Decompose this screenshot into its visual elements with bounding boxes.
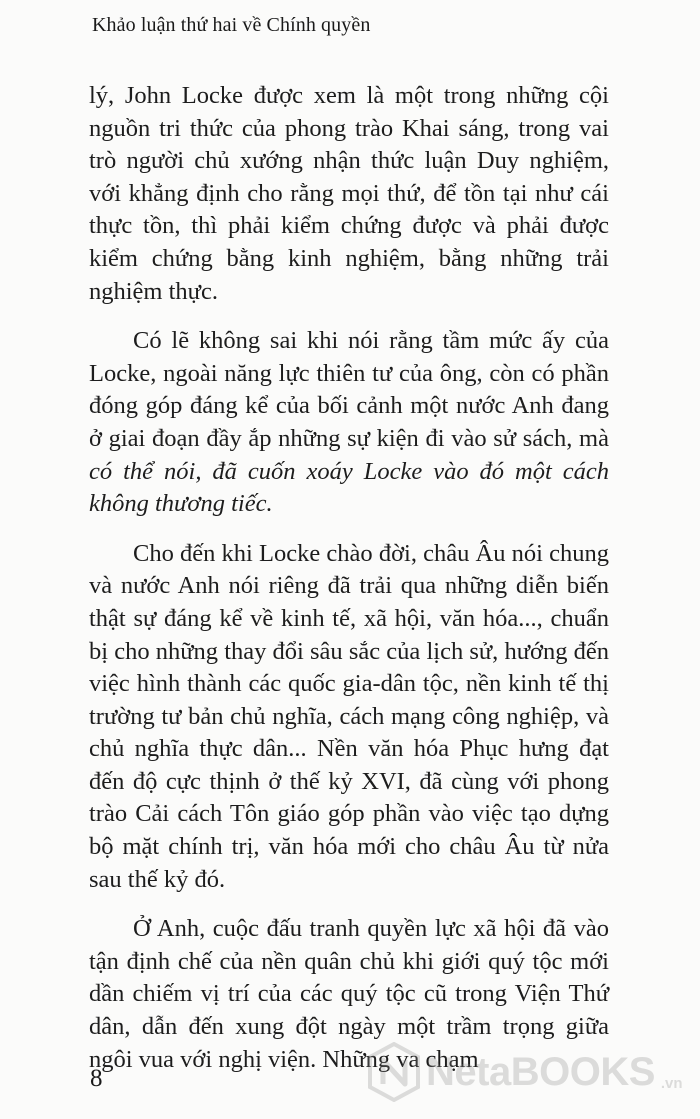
netabooks-watermark <box>368 1042 683 1102</box>
paragraph-2-italic: có thể nói, đã cuốn xoáy Locke vào đó một cách không thương tiếc. <box>89 457 609 518</box>
watermark-brand: NetaBOOKS <box>426 1049 655 1094</box>
body-text <box>89 80 609 1076</box>
paragraph-4: Ở Anh, cuộc đấu tranh quyền lực xã hội đã vào tận định chế của nền quân chủ khi giới quý tộc mới dần chiếm vị trí của các quý tộc cũ trong Viện Thứ dân, dẫn đến xung đột ngày một trầm trọng giữa ngôi vua với nghị viện. Những va chạm <box>89 915 609 1073</box>
paragraph-3: Cho đến khi Locke chào đời, châu Âu nói chung và nước Anh nói riêng đã trải qua những diễn biến thật sự đáng kể về kinh tế, xã hội, văn hóa..., chuẩn bị cho những thay đổi sâu sắc của lịch sử, hướng đến việc hình thành các quốc gia-dân tộc, nền kinh tế thị trường tư bản chủ nghĩa, cách mạng công nghiệp, và chủ nghĩa thực dân... Nền văn hóa Phục hưng đạt đến độ cực thịnh ở thế kỷ XVI, đã cùng với phong trào Cải cách Tôn giáo góp phần vào việc tạo dựng bộ mặt chính trị, văn hóa mới cho châu Âu từ nửa sau thế kỷ đó. <box>89 539 609 893</box>
paragraph-1: lý, John Locke được xem là một trong những cội nguồn tri thức của phong trào Khai sáng, trong vai trò người chủ xướng nhận thức luận Duy nghiệm, với khẳng định cho rằng mọi thứ, để tồn tại như cái thực tồn, thì phải kiểm chứng được và phải được kiểm chứng bằng kinh nghiệm, bằng những trải nghiệm thực. <box>89 82 609 305</box>
paragraph-2 <box>89 325 609 521</box>
n-hexagon-logo-icon <box>368 1042 420 1102</box>
running-header-title: Khảo luận thứ hai về Chính quyền <box>92 14 371 36</box>
paragraph-2-text: Có lẽ không sai khi nói rằng tầm mức ấy của Locke, ngoài năng lực thiên tư của ông, còn có phần đóng góp đáng kể của bối cảnh một nước Anh đang ở giai đoạn đầy ắp những sự kiện đi vào sử sách, mà <box>89 327 609 452</box>
watermark-tld: .vn <box>660 1075 683 1092</box>
page-number: 8 <box>90 1065 103 1092</box>
